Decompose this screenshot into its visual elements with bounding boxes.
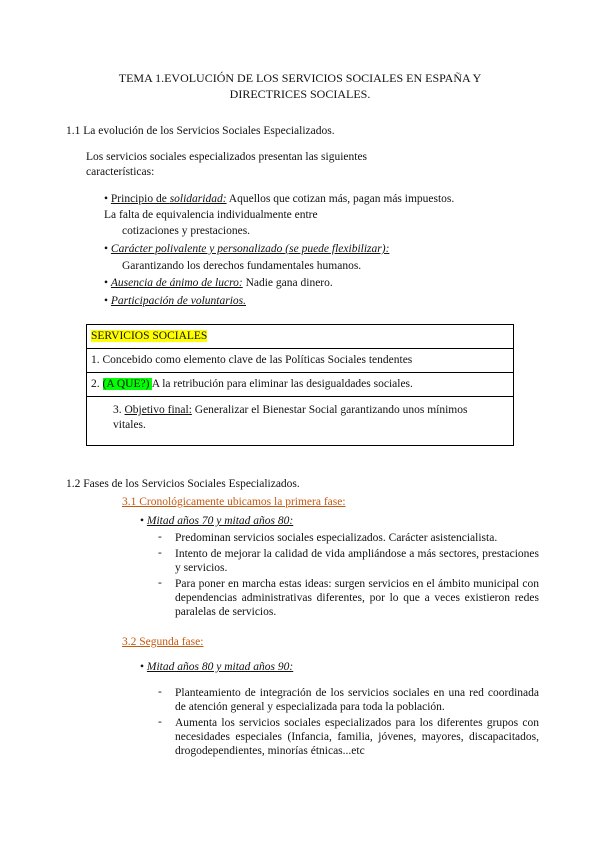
bullet-dot: • bbox=[140, 515, 145, 527]
phase1-item: Para poner en marcha estas ideas: surgen servicios en el ámbito municipal con dependencias administrativas diferentes, por lo que a veces existieron redes paralelas de servicios. bbox=[175, 578, 539, 618]
bullet-solidaridad bbox=[104, 193, 454, 205]
bullet-text: Aquellos que cotizan más, pagan más impuestos. bbox=[226, 193, 455, 205]
phase2-title: 3.2 Segunda fase: bbox=[122, 636, 204, 648]
table-header: SERVICIOS SOCIALES bbox=[91, 330, 208, 342]
phase2-item: Aumenta los servicios sociales especializados para los diferentes grupos con necesidades especiales (Infancia, familia, jóvenes, mayores, discapacitados, drogodependientes, minorías étnicas...etc bbox=[175, 717, 539, 757]
bullet-dot: • bbox=[104, 277, 109, 289]
section2-heading: 1.2 Fases de los Servicios Sociales Especializados. bbox=[66, 478, 300, 490]
table-row bbox=[87, 397, 513, 445]
table-row3-text: Generalizar el Bienestar Social garantizando unos mínimos bbox=[191, 404, 468, 416]
dash-marker: - bbox=[158, 547, 162, 559]
table-row3-line2: vitales. bbox=[113, 419, 146, 431]
phase2-bullet-label: Mitad años 80 y mitad años 90: bbox=[146, 661, 294, 673]
phase1-title: 3.1 Cronológicamente ubicamos la primera fase: bbox=[122, 496, 346, 508]
phase1-bullet-label: Mitad años 70 y mitad años 80: bbox=[146, 515, 294, 527]
bullet-lucro bbox=[104, 277, 333, 289]
table-row bbox=[87, 373, 513, 397]
phase1-bullet bbox=[140, 515, 293, 527]
table-row3-num: 3. bbox=[113, 404, 125, 416]
table-row2-highlight: (A QUE?) bbox=[102, 378, 152, 390]
table-row2-num: 2. bbox=[91, 378, 103, 390]
bullet-dot: • bbox=[104, 295, 109, 307]
bullet-label: Ausencia de ánimo de lucro: bbox=[110, 277, 243, 289]
bullet-label: Carácter polivalente y personalizado (se puede flexibilizar): bbox=[110, 243, 390, 255]
dash-marker: - bbox=[158, 577, 162, 589]
section1-intro-line2: características: bbox=[86, 166, 155, 178]
section1-heading: 1.1 La evolución de los Servicios Sociales Especializados. bbox=[66, 125, 335, 137]
table-row bbox=[87, 349, 513, 373]
dash-marker: - bbox=[158, 716, 162, 728]
bullet-polivalente-line2: Garantizando los derechos fundamentales humanos. bbox=[122, 260, 362, 272]
dash-marker: - bbox=[158, 531, 162, 543]
section1-intro-line1: Los servicios sociales especializados presentan las siguientes bbox=[86, 151, 368, 163]
servicios-sociales-table bbox=[86, 324, 514, 446]
bullet-label: Principio de solidaridad: bbox=[110, 193, 227, 205]
phase2-bullet bbox=[140, 661, 293, 673]
table-row1-text: 1. Concebido como elemento clave de las Políticas Sociales tendentes bbox=[91, 354, 413, 366]
doc-title-line2: DIRECTRICES SOCIALES. bbox=[229, 87, 371, 101]
bullet-label: Participación de voluntarios. bbox=[110, 295, 247, 307]
bullet-dot: • bbox=[104, 193, 109, 205]
bullet-polivalente bbox=[104, 243, 389, 255]
phase2-item: Planteamiento de integración de los servicios sociales en una red coordinada de atención general y especializada para toda la población. bbox=[175, 687, 539, 713]
table-row3-label: Objetivo final: bbox=[124, 404, 192, 416]
bullet-voluntarios bbox=[104, 295, 246, 307]
table-header-row bbox=[87, 325, 513, 349]
dash-marker: - bbox=[158, 686, 162, 698]
bullet-text: Nadie gana dinero. bbox=[242, 277, 333, 289]
bullet-dot: • bbox=[140, 661, 145, 673]
bullet-dot: • bbox=[104, 243, 109, 255]
phase1-item: Intento de mejorar la calidad de vida ampliándose a más sectores, prestaciones y servicios. bbox=[175, 548, 539, 574]
phase1-item: Predominan servicios sociales especializados. Carácter asistencialista. bbox=[175, 532, 498, 544]
bullet-solidaridad-line3: cotizaciones y prestaciones. bbox=[122, 225, 251, 237]
doc-title-line1: TEMA 1.EVOLUCIÓN DE LOS SERVICIOS SOCIALES EN ESPAÑA Y bbox=[118, 71, 482, 85]
bullet-solidaridad-line2: La falta de equivalencia individualmente entre bbox=[104, 209, 318, 221]
bullet-label-italic: solidaridad: bbox=[169, 193, 227, 205]
table-row2-text: A la retribución para eliminar las desigualdades sociales. bbox=[151, 378, 413, 390]
table-row3-line1 bbox=[113, 403, 513, 418]
